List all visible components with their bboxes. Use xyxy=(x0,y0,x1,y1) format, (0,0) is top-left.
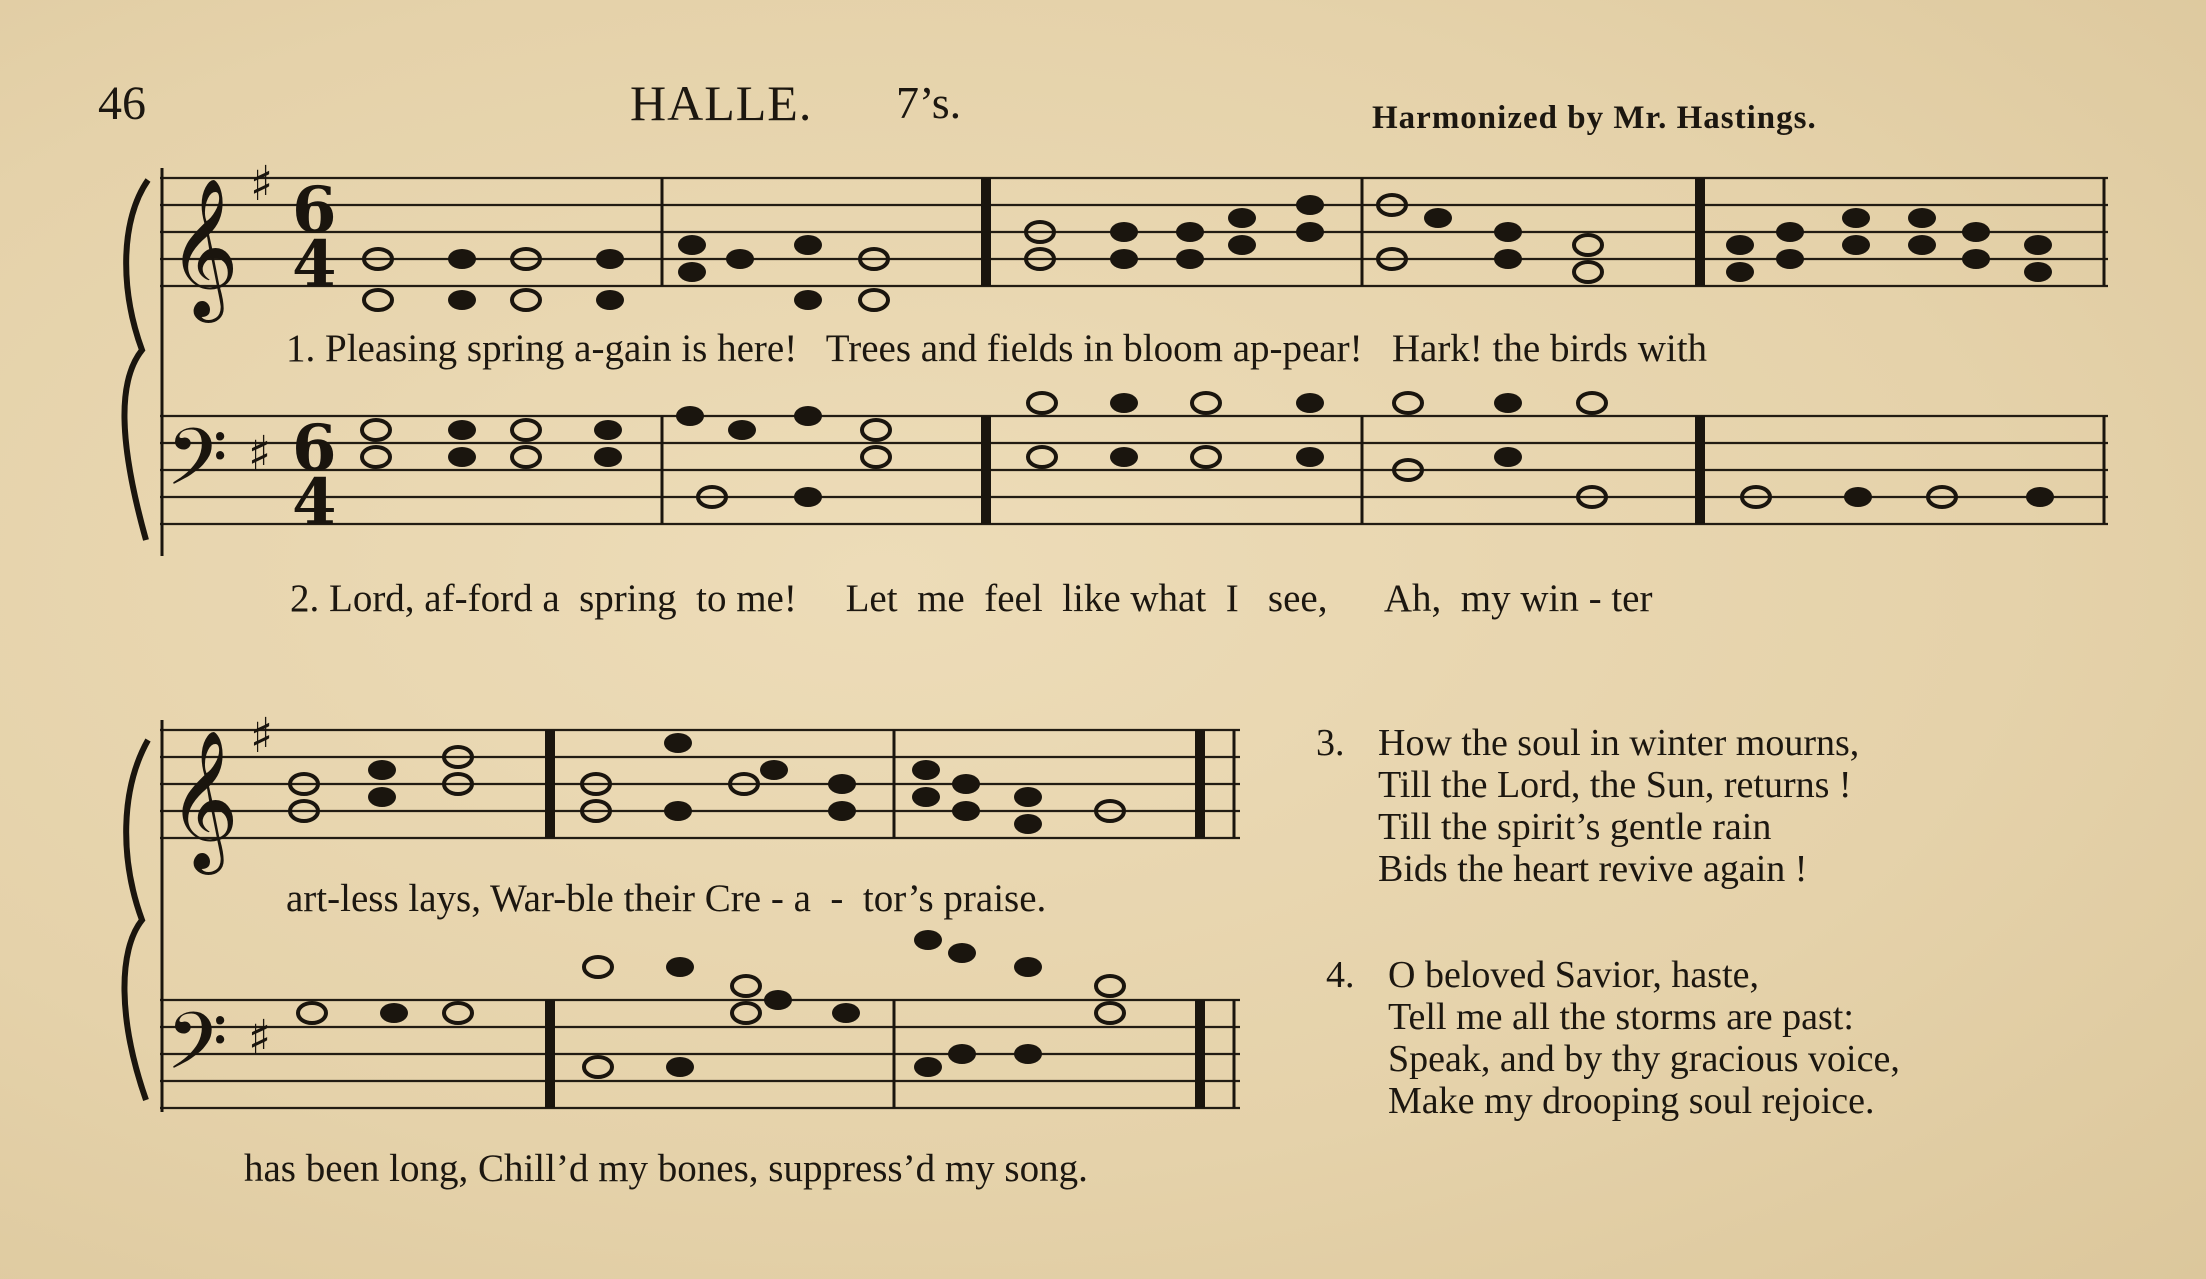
verse-line: How the soul in winter mourns, xyxy=(1378,722,1860,764)
bass-time-bottom: 4 xyxy=(292,465,337,540)
system-2-brace xyxy=(124,740,148,1100)
verse-line: Till the spirit’s gentle rain xyxy=(1378,806,1772,848)
bass-time-top: 6 xyxy=(292,411,337,486)
meter: 7’s. xyxy=(896,77,962,128)
lyric-line-1: 1. Pleasing spring a-gain is here! Trees and fields in bloom ap-pear! Hark! the birds with xyxy=(286,327,1708,370)
verse-4 xyxy=(1326,954,2046,1134)
time-signature-top: 6 xyxy=(292,173,337,248)
key-signature: ♯ xyxy=(250,156,274,212)
page-number: 46 xyxy=(98,77,146,130)
system-1-treble-notes xyxy=(364,195,2052,310)
time-signature-bottom: 4 xyxy=(292,227,337,302)
verse-number: 4. xyxy=(1326,954,1355,996)
verse-line: Bids the heart revive again ! xyxy=(1378,848,1808,890)
treble-clef-icon: 𝄞 xyxy=(168,178,239,317)
lyric-line-4: has been long, Chill’d my bones, suppress’d my song. xyxy=(244,1147,1088,1190)
tune-title: HALLE. xyxy=(630,75,813,131)
bass-clef-icon-2: 𝄢 xyxy=(166,995,228,1107)
harmonizer-credit: Harmonized by Mr. Hastings. xyxy=(1372,100,1817,136)
key-signature-2: ♯ xyxy=(250,708,274,764)
verse-3 xyxy=(1316,722,2036,902)
lyric-line-2: 2. Lord, af-ford a spring to me! Let me feel like what I see, Ah, my win - ter xyxy=(290,577,1653,620)
verse-line: Tell me all the storms are past: xyxy=(1388,996,1854,1038)
verse-line: Make my drooping soul rejoice. xyxy=(1388,1080,1875,1122)
system-1-bass-notes xyxy=(362,393,2054,507)
bass-clef-icon: 𝄢 xyxy=(166,411,228,523)
verse-line: Speak, and by thy gracious voice, xyxy=(1388,1038,1900,1080)
lyric-line-3: art-less lays, War-ble their Cre - a - tor’s praise. xyxy=(286,877,1047,920)
system-1-brace xyxy=(124,180,148,540)
verse-number: 3. xyxy=(1316,722,1345,764)
verse-line: O beloved Savior, haste, xyxy=(1388,954,1760,996)
verse-line: Till the Lord, the Sun, returns ! xyxy=(1378,764,1852,806)
treble-clef-icon-2: 𝄞 xyxy=(168,730,239,869)
system-2-bass-staff xyxy=(160,1000,1240,1108)
system-2-treble-staff xyxy=(160,730,1240,838)
bass-key-signature: ♯ xyxy=(248,426,272,482)
bass-key-signature-2: ♯ xyxy=(248,1010,272,1066)
